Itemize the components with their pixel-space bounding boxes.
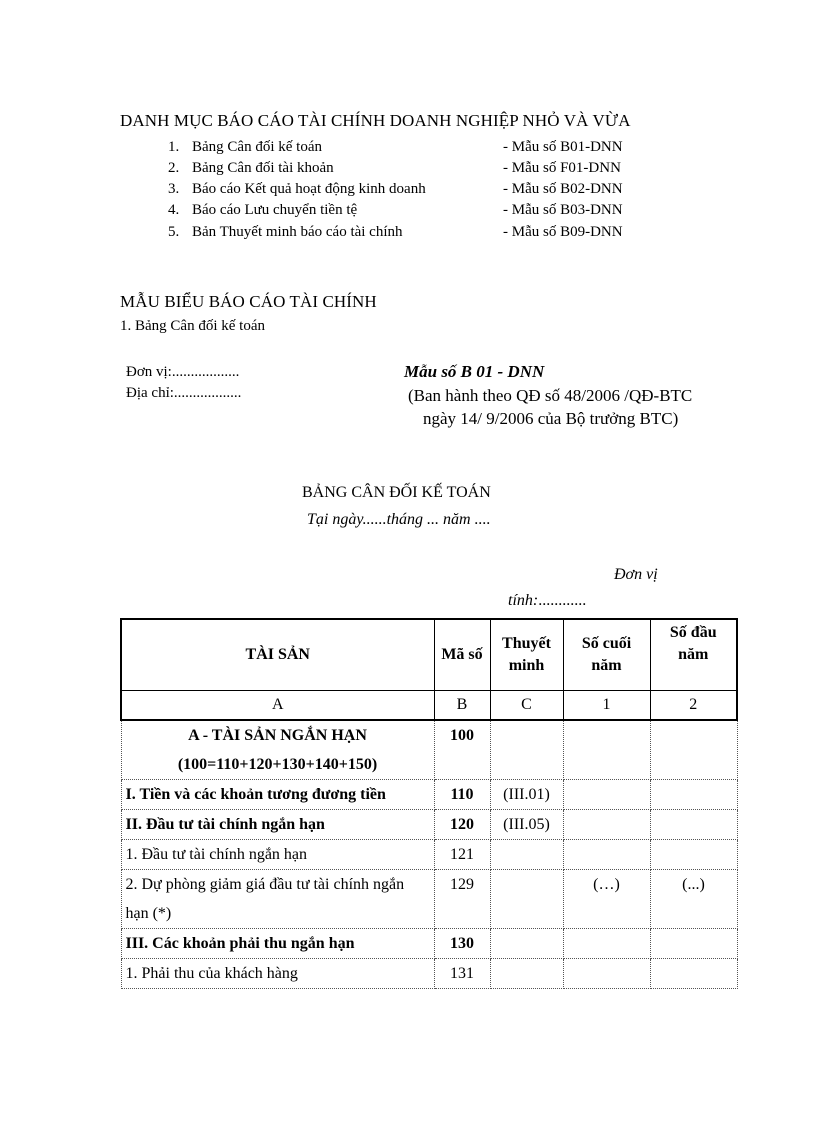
row-code: 131 <box>434 958 490 988</box>
row-end <box>563 928 650 958</box>
header-start-of-year: Số đầu năm <box>650 619 737 690</box>
catalog-item-name: Bảng Cân đối tài khoản <box>192 160 334 176</box>
row-end <box>563 958 650 988</box>
table-row <box>121 869 737 928</box>
row-end <box>563 839 650 869</box>
catalog-item-name: Bản Thuyết minh báo cáo tài chính <box>192 224 403 240</box>
letter-2: 2 <box>650 690 737 720</box>
catalog-item-form: - Mẫu số B09-DNN <box>503 224 623 240</box>
row-name: 2. Dự phòng giảm giá đầu tư tài chính ngắn hạn (*) <box>121 869 434 928</box>
templates-subtitle: 1. Bảng Cân đối kế toán <box>120 318 265 334</box>
currency-unit-label-2: tính: <box>508 592 539 609</box>
row-end: (…) <box>563 869 650 928</box>
header-note: Thuyết minh <box>490 619 563 690</box>
catalog-item-number: 3. <box>168 181 180 197</box>
row-end <box>563 720 650 780</box>
unit-field: Đơn vị:.................. <box>126 364 240 380</box>
form-number: Mẫu số B 01 - DNN <box>404 362 545 381</box>
table-row <box>121 958 737 988</box>
header-end-of-year: Số cuối năm <box>563 619 650 690</box>
row-note <box>490 928 563 958</box>
catalog-item-number: 5. <box>168 224 180 240</box>
row-name: 1. Phải thu của khách hàng <box>121 958 434 988</box>
catalog-item-name: Báo cáo Kết quả hoạt động kinh doanh <box>192 181 426 197</box>
catalog-item-form: - Mẫu số B03-DNN <box>503 202 623 218</box>
issued-line-2: ngày 14/ 9/2006 của Bộ trưởng BTC) <box>423 409 679 428</box>
catalog-item-number: 1. <box>168 139 180 155</box>
row-name: II. Đầu tư tài chính ngắn hạn <box>121 809 434 839</box>
currency-unit-value <box>508 592 586 610</box>
row-code: 100 <box>434 720 490 780</box>
letter-c: C <box>490 690 563 720</box>
row-code: 110 <box>434 779 490 809</box>
header-assets: TÀI SẢN <box>121 619 434 690</box>
catalog-item-form: - Mẫu số F01-DNN <box>503 160 621 176</box>
row-start <box>650 779 737 809</box>
catalog-title: DANH MỤC BÁO CÁO TÀI CHÍNH DOANH NGHIỆP NHỎ VÀ VỪA <box>120 111 631 130</box>
templates-title: MẪU BIỂU BÁO CÁO TÀI CHÍNH <box>120 292 377 311</box>
report-title: BẢNG CÂN ĐỐI KẾ TOÁN <box>302 484 491 501</box>
catalog-item-name: Báo cáo Lưu chuyển tiền tệ <box>192 202 358 218</box>
catalog-item-form: - Mẫu số B01-DNN <box>503 139 623 155</box>
table-row <box>121 720 737 780</box>
catalog-item-number: 2. <box>168 160 180 176</box>
row-note: (III.01) <box>490 779 563 809</box>
balance-sheet-table <box>120 618 738 989</box>
issued-line-1: (Ban hành theo QĐ số 48/2006 /QĐ-BTC <box>408 386 693 405</box>
currency-unit-dots: ............ <box>538 592 587 609</box>
catalog-item-name: Bảng Cân đối kế toán <box>192 139 322 155</box>
row-name: I. Tiền và các khoản tương đương tiền <box>121 779 434 809</box>
row-name: A - TÀI SẢN NGẮN HẠN (100=110+120+130+140+150) <box>121 720 434 780</box>
report-date-line: Tại ngày......tháng ... năm .... <box>307 511 491 528</box>
row-code: 130 <box>434 928 490 958</box>
row-start <box>650 958 737 988</box>
row-code: 121 <box>434 839 490 869</box>
letter-b: B <box>434 690 490 720</box>
row-start <box>650 809 737 839</box>
table-row <box>121 928 737 958</box>
table-row <box>121 779 737 809</box>
row-note <box>490 720 563 780</box>
currency-unit-label: Đơn vị <box>614 566 658 583</box>
row-name: 1. Đầu tư tài chính ngắn hạn <box>121 839 434 869</box>
address-field: Địa chỉ:.................. <box>126 385 242 401</box>
row-start <box>650 720 737 780</box>
catalog-item-number: 4. <box>168 202 180 218</box>
row-code: 129 <box>434 869 490 928</box>
row-start <box>650 928 737 958</box>
letter-1: 1 <box>563 690 650 720</box>
letter-a: A <box>121 690 434 720</box>
header-code: Mã số <box>434 619 490 690</box>
row-note <box>490 958 563 988</box>
row-end <box>563 809 650 839</box>
row-start: (...) <box>650 869 737 928</box>
row-start <box>650 839 737 869</box>
table-row <box>121 839 737 869</box>
row-note <box>490 839 563 869</box>
row-end <box>563 779 650 809</box>
row-note: (III.05) <box>490 809 563 839</box>
row-code: 120 <box>434 809 490 839</box>
table-row <box>121 809 737 839</box>
catalog-item-form: - Mẫu số B02-DNN <box>503 181 623 197</box>
row-name: III. Các khoản phải thu ngắn hạn <box>121 928 434 958</box>
row-note <box>490 869 563 928</box>
